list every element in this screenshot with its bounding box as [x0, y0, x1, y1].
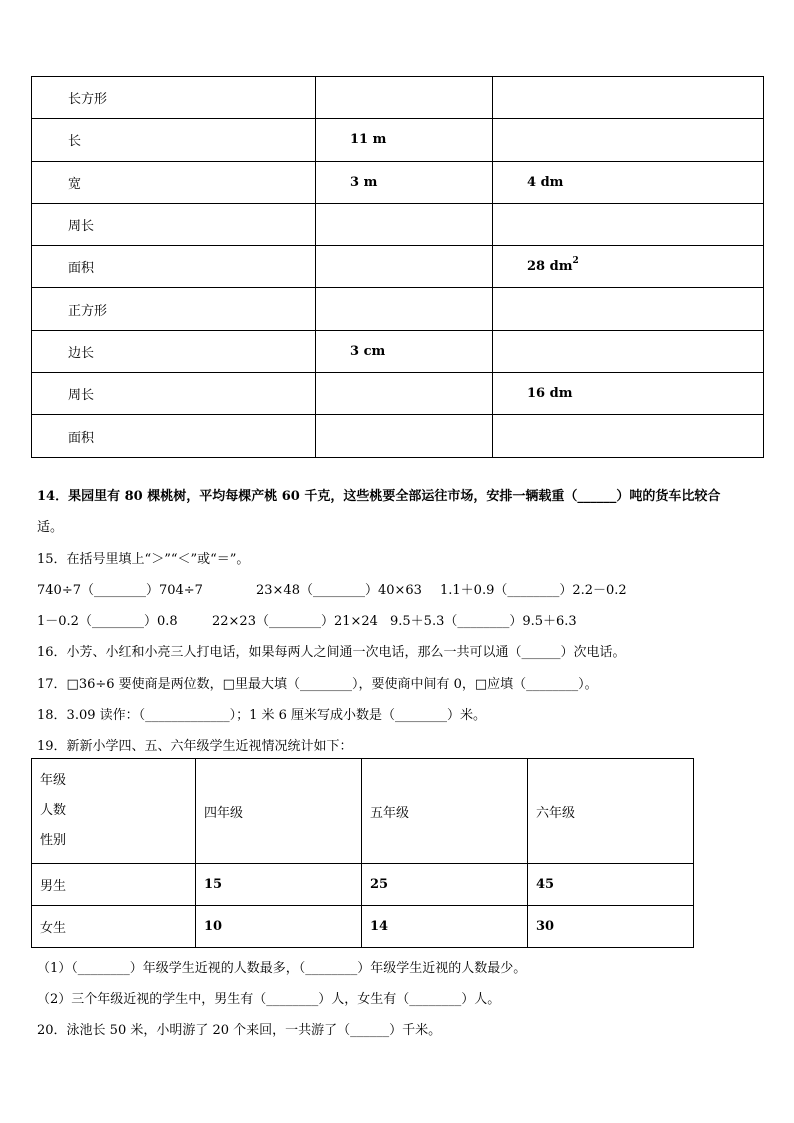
compare-item: 22×23（________）21×24: [212, 614, 378, 629]
table-row: [32, 373, 764, 415]
question-19-sub-2: （2）三个年级近视的学生中，男生有（________）人，女生有（________）人。: [37, 992, 501, 1007]
corner-label-gender: 性别: [40, 833, 67, 848]
cell-value: [316, 77, 493, 119]
cell-value: 15: [196, 864, 362, 906]
question-19-title: 19．新新小学四、五、六年级学生近视情况统计如下：: [37, 739, 353, 754]
myopia-table: [31, 758, 694, 948]
row-label: 面积: [32, 415, 316, 457]
row-label: 女生: [32, 906, 196, 948]
corner-label-grade: 年级: [40, 773, 67, 788]
cell-value: [316, 373, 493, 415]
compare-item: 1.1＋0.9（________）2.2－0.2: [440, 583, 627, 598]
question-20: 20．泳池长 50 米，小明游了 20 个来回，一共游了（______）千米。: [37, 1023, 442, 1038]
cell-value: [316, 203, 493, 245]
cell-value: [493, 415, 764, 457]
area-unit-exponent: 2: [572, 256, 579, 267]
compare-item: 23×48（________）40×63: [256, 583, 422, 598]
row-label: 周长: [32, 203, 316, 245]
table-row: [32, 77, 764, 119]
table-row: [32, 864, 694, 906]
cell-value: [493, 119, 764, 161]
table-row: [32, 415, 764, 457]
table-row: [32, 203, 764, 245]
table-row: [32, 288, 764, 330]
question-14-line-1: 14．果园里有 80 棵桃树，平均每棵产桃 60 千克，这些桃要全部运往市场，安排一辆载重（______）吨的货车比较合: [37, 489, 721, 504]
compare-item: 740÷7（________）704÷7: [37, 583, 203, 598]
cell-value: 3 m: [316, 161, 493, 203]
question-16: 16．小芳、小红和小亮三人打电话，如果每两人之间通一次电话，那么一共可以通（______）次电话。: [37, 645, 626, 660]
area-value: 28 dm: [527, 259, 573, 275]
cell-value: [493, 203, 764, 245]
table-row: [32, 906, 694, 948]
table-row: [32, 330, 764, 372]
cell-value: [493, 77, 764, 119]
corner-label-count: 人数: [40, 803, 67, 818]
compare-item: 9.5＋5.3（________）9.5＋6.3: [390, 614, 577, 629]
corner-header: [32, 759, 196, 864]
question-15-title: 15．在括号里填上“＞”“＜”或“＝”。: [37, 552, 250, 567]
cell-value: [316, 288, 493, 330]
cell-value: 3 cm: [316, 330, 493, 372]
question-18: 18．3.09 读作：（_____________）；1 米 6 厘米写成小数是（________）米。: [37, 708, 487, 723]
row-label: 边长: [32, 330, 316, 372]
question-19-sub-1: （1）（________）年级学生近视的人数最多，（________）年级学生近视的人数最少。: [37, 961, 527, 976]
column-header: 六年级: [528, 759, 694, 864]
cell-value: 14: [362, 906, 528, 948]
cell-value: 30: [528, 906, 694, 948]
table-row: [32, 161, 764, 203]
cell-value: 10: [196, 906, 362, 948]
cell-value: [316, 415, 493, 457]
row-label: 长方形: [32, 77, 316, 119]
column-header: 四年级: [196, 759, 362, 864]
table-row: [32, 119, 764, 161]
column-header: 五年级: [362, 759, 528, 864]
cell-value: 16 dm: [493, 373, 764, 415]
question-14-line-2: 适。: [37, 520, 64, 535]
row-label: 面积: [32, 246, 316, 288]
cell-value: 25: [362, 864, 528, 906]
cell-value: [493, 288, 764, 330]
shape-table: [31, 76, 764, 458]
row-label: 男生: [32, 864, 196, 906]
cell-value: [493, 246, 764, 288]
row-label: 周长: [32, 373, 316, 415]
question-17: 17．□36÷6 要使商是两位数，□里最大填（________），要使商中间有 0，□应填（________）。: [37, 677, 598, 692]
cell-value: 4 dm: [493, 161, 764, 203]
cell-value: [493, 330, 764, 372]
cell-value: [316, 246, 493, 288]
row-label: 长: [32, 119, 316, 161]
table-row: [32, 246, 764, 288]
cell-value: 11 m: [316, 119, 493, 161]
compare-item: 1－0.2（________）0.8: [37, 614, 178, 629]
row-label: 宽: [32, 161, 316, 203]
cell-value: 45: [528, 864, 694, 906]
table-header-row: [32, 759, 694, 864]
row-label: 正方形: [32, 288, 316, 330]
